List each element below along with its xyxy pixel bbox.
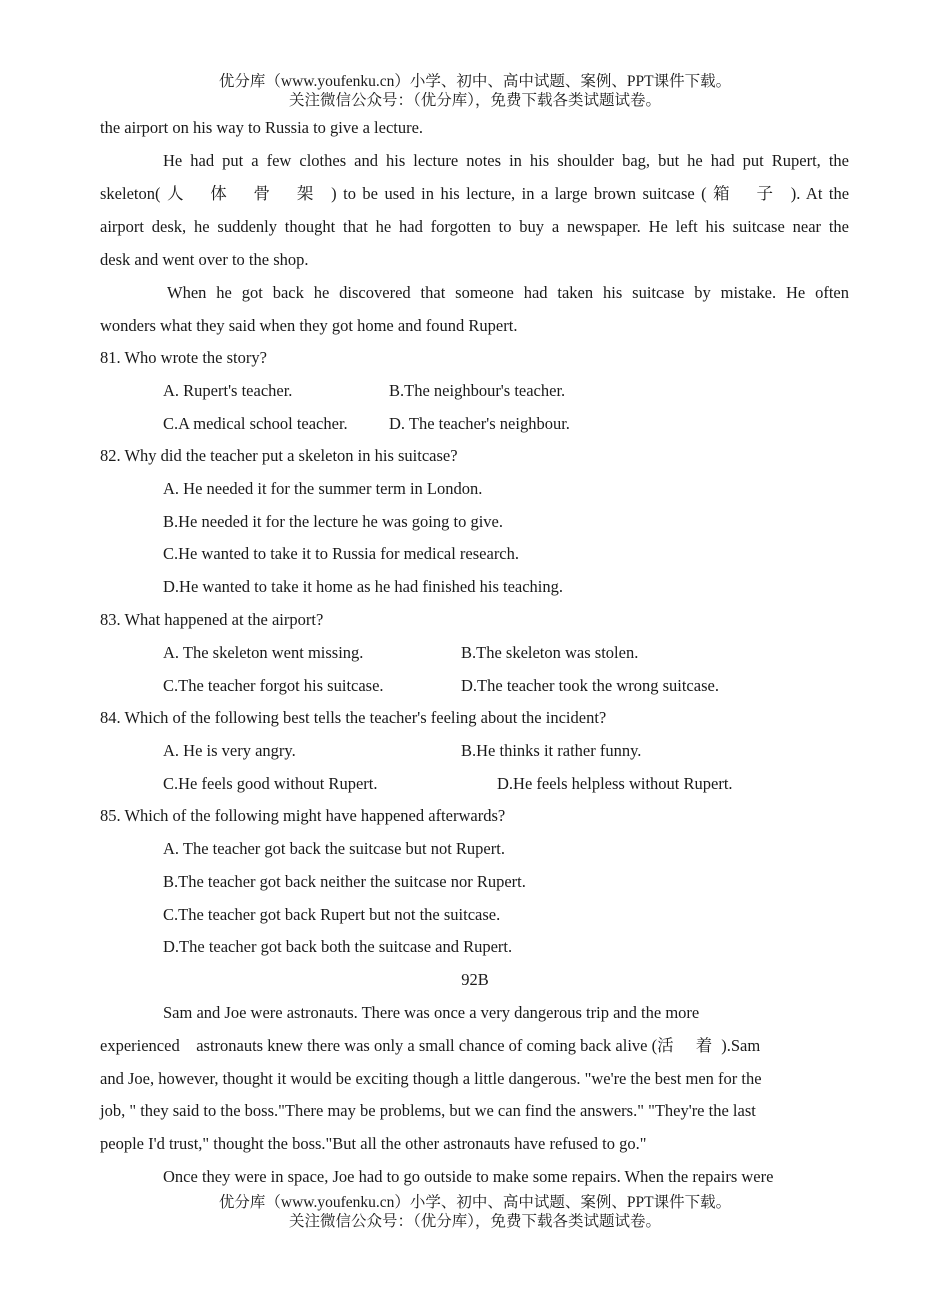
question-stem: 81. Who wrote the story? xyxy=(100,348,267,367)
option-b: B.The teacher got back neither the suitcase nor Rupert. xyxy=(163,872,526,891)
option-d: D.He wanted to take it home as he had finished his teaching. xyxy=(163,577,564,596)
passage-a-line: When he got back he discovered that someone had taken his suitcase by mistake. He often xyxy=(167,283,849,302)
option-a: A. He needed it for the summer term in London. xyxy=(163,479,483,498)
question-stem: 82. Why did the teacher put a skeleton in his suitcase? xyxy=(100,446,458,465)
passage-b-line xyxy=(100,1036,760,1056)
passage-a-line: He had put a few clothes and his lecture notes in his shoulder bag, but he had put Rupert, the xyxy=(163,151,849,170)
passage-a-line xyxy=(100,184,849,204)
option-c: C.He wanted to take it to Russia for medical research. xyxy=(163,544,520,563)
option-b: B.He needed it for the lecture he was going to give. xyxy=(163,512,503,531)
passage-a-line: wonders what they said when they got home and found Rupert. xyxy=(100,316,518,335)
question-stem: 84. Which of the following best tells the teacher's feeling about the incident? xyxy=(100,708,607,727)
question-stem: 83. What happened at the airport? xyxy=(100,610,324,629)
option-b: B.He thinks it rather funny. xyxy=(461,741,642,760)
chinese-gloss: 人 体 骨 架 xyxy=(166,184,325,203)
option-a: A. The teacher got back the suitcase but not Rupert. xyxy=(163,839,505,858)
text-run: ) to be used in his lecture, in a large brown suitcase ( xyxy=(331,184,707,203)
option-a: A. The skeleton went missing. xyxy=(163,643,364,662)
passage-a-line: the airport on his way to Russia to give a lecture. xyxy=(100,118,424,137)
chinese-gloss: 箱 子 xyxy=(713,184,785,203)
passage-b-line: and Joe, however, thought it would be exciting though a little dangerous. "we're the best men for the xyxy=(100,1069,762,1088)
footer-line-1: 优分库（www.youfenku.cn）小学、初中、高中试题、案例、PPT课件下载。 xyxy=(218,1194,732,1211)
option-c: C.A medical school teacher. xyxy=(163,414,348,433)
option-b: B.The neighbour's teacher. xyxy=(389,381,566,400)
option-d: D.The teacher got back both the suitcase and Rupert. xyxy=(163,937,513,956)
header-line-2: 关注微信公众号：（优分库），免费下载各类试题试卷。 xyxy=(288,92,661,109)
passage-b-line: Once they were in space, Joe had to go outside to make some repairs. When the repairs were xyxy=(163,1167,774,1186)
passage-a-line: desk and went over to the shop. xyxy=(100,250,309,269)
question-stem: 85. Which of the following might have happened afterwards? xyxy=(100,806,506,825)
option-d: D.He feels helpless without Rupert. xyxy=(497,774,733,793)
text-run: ).Sam xyxy=(721,1036,761,1055)
text-run: experienced astronauts knew there was only a small chance of coming back alive ( xyxy=(100,1036,658,1055)
option-c: C.The teacher got back Rupert but not the suitcase. xyxy=(163,905,501,924)
option-d: D. The teacher's neighbour. xyxy=(389,414,570,433)
passage-b-line: Sam and Joe were astronauts. There was once a very dangerous trip and the more xyxy=(163,1003,700,1022)
text-run: skeleton( xyxy=(100,184,161,203)
option-a: A. Rupert's teacher. xyxy=(163,381,293,400)
passage-b-line: job, " they said to the boss."There may be problems, but we can find the answers." "They're the last xyxy=(100,1101,756,1120)
text-run: ). At the xyxy=(790,184,850,203)
option-d: D.The teacher took the wrong suitcase. xyxy=(461,676,719,695)
option-a: A. He is very angry. xyxy=(163,741,296,760)
passage-b-line: people I'd trust," thought the boss."But all the other astronauts have refused to go." xyxy=(100,1134,647,1153)
chinese-gloss: 活 着 xyxy=(657,1036,722,1055)
option-b: B.The skeleton was stolen. xyxy=(461,643,639,662)
section-title: 92B xyxy=(461,970,489,989)
option-c: C.He feels good without Rupert. xyxy=(163,774,378,793)
passage-a-line: airport desk, he suddenly thought that he had forgotten to buy a newspaper. He left his suitcase near the xyxy=(100,217,849,236)
header-line-1: 优分库（www.youfenku.cn）小学、初中、高中试题、案例、PPT课件下载。 xyxy=(218,73,732,90)
option-c: C.The teacher forgot his suitcase. xyxy=(163,676,384,695)
footer-line-2: 关注微信公众号：（优分库），免费下载各类试题试卷。 xyxy=(288,1213,661,1230)
